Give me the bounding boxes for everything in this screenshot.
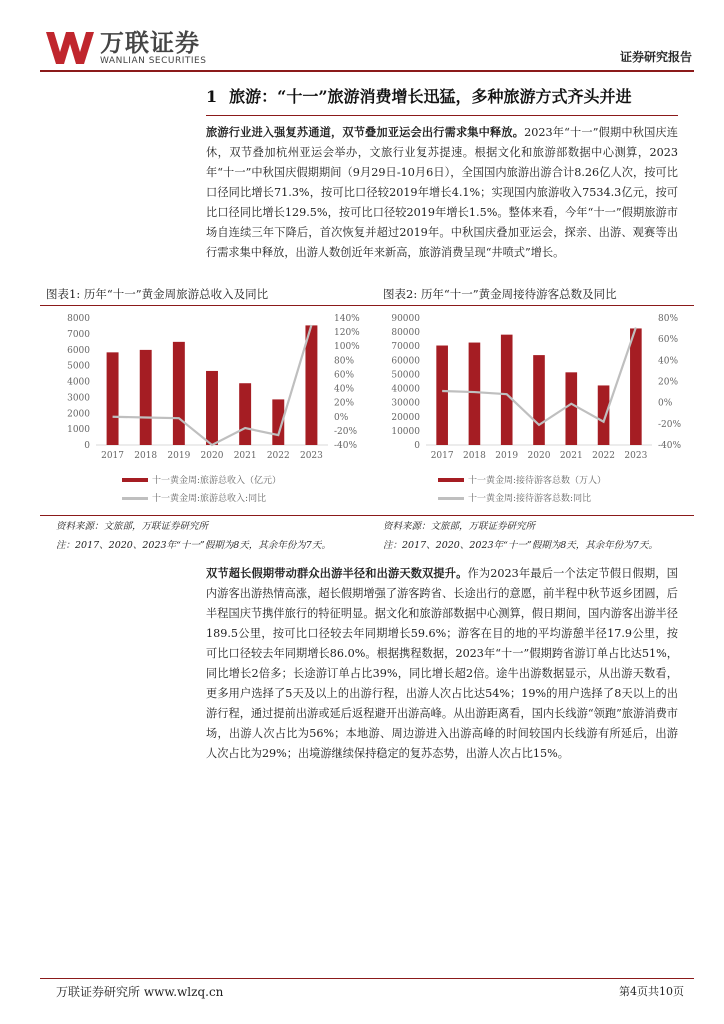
x-axis-tick-label: 2022: [592, 451, 616, 461]
bar: [239, 383, 251, 445]
legend-swatch-line: [122, 497, 148, 500]
visitors-chart: [376, 308, 694, 508]
y-axis-left-tick-label: 30000: [391, 398, 420, 409]
x-axis-tick-label: 2022: [266, 451, 290, 461]
report-type-label: 证券研究报告: [619, 50, 692, 64]
legend-label-bar: 十一黄金周:旅游总收入（亿元）: [152, 476, 282, 486]
y-axis-right-tick-label: -40%: [658, 441, 682, 451]
y-axis-left-tick-label: 60000: [391, 356, 420, 367]
figure-top-divider: [40, 305, 694, 306]
x-axis-tick-label: 2019: [495, 451, 519, 461]
y-axis-left-tick-label: 4000: [67, 377, 90, 388]
legend-swatch-line: [438, 497, 464, 500]
header-divider: [40, 70, 694, 72]
figure2-note: 注：2017、2020、2023年“十一”假期为8天，其余年份为7天。: [383, 540, 658, 551]
bar: [501, 335, 513, 445]
y-axis-right-tick-label: 80%: [658, 314, 679, 324]
section-divider: [206, 115, 678, 116]
y-axis-right-tick-label: 40%: [658, 356, 679, 367]
legend-swatch-bar: [122, 478, 148, 482]
figure1-title: 图表1: 历年“十一”黄金周旅游总收入及同比: [46, 287, 269, 301]
y-axis-right-tick-label: 60%: [334, 370, 355, 381]
y-axis-right-tick-label: 60%: [658, 335, 679, 346]
x-axis-tick-label: 2023: [624, 451, 648, 461]
paragraph-lead: 旅游行业进入强复苏通道，双节叠加亚运会出行需求集中释放。: [206, 125, 525, 139]
figure2-source: 资料来源：文旅部，万联证券研究所: [383, 521, 536, 532]
figure1-note: 注：2017、2020、2023年“十一”假期为8天，其余年份为7天。: [56, 540, 331, 551]
y-axis-left-tick-label: 5000: [67, 361, 90, 372]
y-axis-left-tick-label: 90000: [391, 314, 420, 324]
y-axis-left-tick-label: 20000: [391, 412, 420, 423]
y-axis-right-tick-label: 0%: [658, 398, 673, 409]
y-axis-left-tick-label: 1000: [67, 425, 90, 436]
y-axis-right-tick-label: 80%: [334, 356, 355, 367]
x-axis-tick-label: 2017: [101, 451, 125, 461]
brand-name-english: WANLIAN SECURITIES: [100, 56, 207, 66]
x-axis-tick-label: 2017: [430, 451, 454, 461]
bar: [305, 325, 317, 445]
paragraph-travel-radius: [206, 563, 678, 764]
x-axis-tick-label: 2021: [233, 451, 257, 461]
bar: [469, 343, 481, 445]
y-axis-right-tick-label: 20%: [658, 377, 679, 388]
y-axis-left-tick-label: 6000: [67, 345, 90, 356]
footer-divider: [40, 978, 694, 979]
legend-label-line: 十一黄金周:旅游总收入:同比: [152, 494, 267, 504]
legend-label-line: 十一黄金周:接待游客总数:同比: [468, 494, 592, 504]
y-axis-right-tick-label: -20%: [658, 419, 682, 430]
page-number: 第4页共10页: [619, 985, 684, 998]
y-axis-right-tick-label: 140%: [334, 314, 360, 324]
paragraph-body: 2023年“十一”假期中秋国庆连休，双节叠加杭州亚运会举办，文旅行业复苏提速。根据文化和旅游部数据中心测算，2023年“十一”中秋国庆假期期间（9月29日-10月6日），全国国内旅游出游合计8.26亿人次，按可比口径同比增长71.3%，按可比口径较2019年增长4.1%；实现国内旅游收入7534.3亿元，按可比口径同比增长129.5%，按可比口径较2019年增长1.5%。整体来看，今年“十一”假期旅游市场自连续三年下降后，首次恢复并超过2019年。中秋国庆叠加亚运会，探亲、出游、观赛等出行需求集中释放，出游人数创近年来新高，旅游消费呈现“井喷式”增长。: [206, 126, 678, 259]
legend-swatch-bar: [438, 478, 464, 482]
y-axis-left-tick-label: 0: [84, 441, 90, 451]
figure-bottom-divider: [40, 515, 694, 516]
y-axis-left-tick-label: 50000: [391, 370, 420, 381]
y-axis-left-tick-label: 70000: [391, 342, 420, 353]
figure2-title: 图表2: 历年“十一”黄金周接待游客总数及同比: [383, 287, 617, 301]
y-axis-left-tick-label: 7000: [67, 329, 90, 340]
bar: [436, 346, 448, 445]
y-axis-right-tick-label: 40%: [334, 384, 355, 395]
bar: [107, 352, 119, 445]
x-axis-tick-label: 2018: [462, 451, 486, 461]
x-axis-tick-label: 2021: [559, 451, 583, 461]
y-axis-right-tick-label: 120%: [334, 328, 360, 339]
paragraph-tourism-recovery: [206, 122, 678, 263]
y-axis-left-tick-label: 40000: [391, 384, 420, 395]
paragraph-lead: 双节超长假期带动群众出游半径和出游天数双提升。: [206, 566, 468, 580]
brand-name: 万联证券: [100, 29, 200, 57]
y-axis-left-tick-label: 8000: [67, 314, 90, 324]
y-axis-right-tick-label: -40%: [334, 441, 358, 451]
revenue-chart: [40, 308, 370, 508]
x-axis-tick-label: 2020: [200, 451, 224, 461]
y-axis-right-tick-label: 100%: [334, 342, 360, 353]
y-axis-right-tick-label: 0%: [334, 412, 349, 423]
section-number: 1: [206, 87, 218, 106]
figure1-source: 资料来源：文旅部，万联证券研究所: [56, 521, 209, 532]
y-axis-left-tick-label: 0: [414, 441, 420, 451]
brand-logo-icon: [44, 30, 96, 66]
bar: [206, 371, 218, 445]
bar: [565, 372, 577, 445]
bar: [533, 355, 545, 445]
bar: [630, 328, 642, 445]
section-heading: [206, 84, 632, 107]
legend-label-bar: 十一黄金周:接待游客总数（万人）: [468, 476, 607, 486]
y-axis-left-tick-label: 80000: [391, 328, 420, 339]
footer-institute: 万联证券研究所 www.wlzq.cn: [56, 985, 224, 999]
y-axis-left-tick-label: 10000: [391, 426, 420, 437]
x-axis-tick-label: 2023: [299, 451, 323, 461]
x-axis-tick-label: 2019: [167, 451, 191, 461]
y-axis-left-tick-label: 2000: [67, 409, 90, 420]
section-title: 旅游：“十一”旅游消费增长迅猛，多种旅游方式齐头并进: [229, 87, 632, 106]
paragraph-body: 作为2023年最后一个法定节假日假期，国内游客出游热情高涨，超长假期增强了游客跨省、长途出行的意愿，前半程中秋节返乡团圆，后半程国庆节携伴旅行的特征明显。据文化和旅游部数据中心测算，假日期间，国内游客出游半径189.5公里，按可比口径较去年同期增长59.6%；游客在目的地的平均游憩半径17.9公里，按可比口径较去年同期增长86.0%。根据携程数据，2023年“十一”假期跨省游订单占比达51%，同比增长2倍多；长途游订单占比39%，同比增长超2倍。途牛出游数据显示，从出游天数看，更多用户选择了5天及以上的出游行程，出游人次占比达54%；19%的用户选择了8天以上的出游行程，通过提前出游或延后返程避开出游高峰。从出游距离看，国内长线游“领跑”旅游消费市场，出游人次占比为56%；本地游、周边游进入出游高峰的时间较国内长线游有所延后，出游人次占比为29%；出境游继续保持稳定的复苏态势，出游人次占比15%。: [206, 567, 678, 760]
y-axis-right-tick-label: -20%: [334, 426, 358, 437]
y-axis-right-tick-label: 20%: [334, 398, 355, 409]
x-axis-tick-label: 2020: [527, 451, 551, 461]
y-axis-left-tick-label: 3000: [67, 393, 90, 404]
bar: [598, 385, 610, 445]
bar: [140, 350, 152, 445]
bar: [173, 342, 185, 445]
x-axis-tick-label: 2018: [134, 451, 158, 461]
